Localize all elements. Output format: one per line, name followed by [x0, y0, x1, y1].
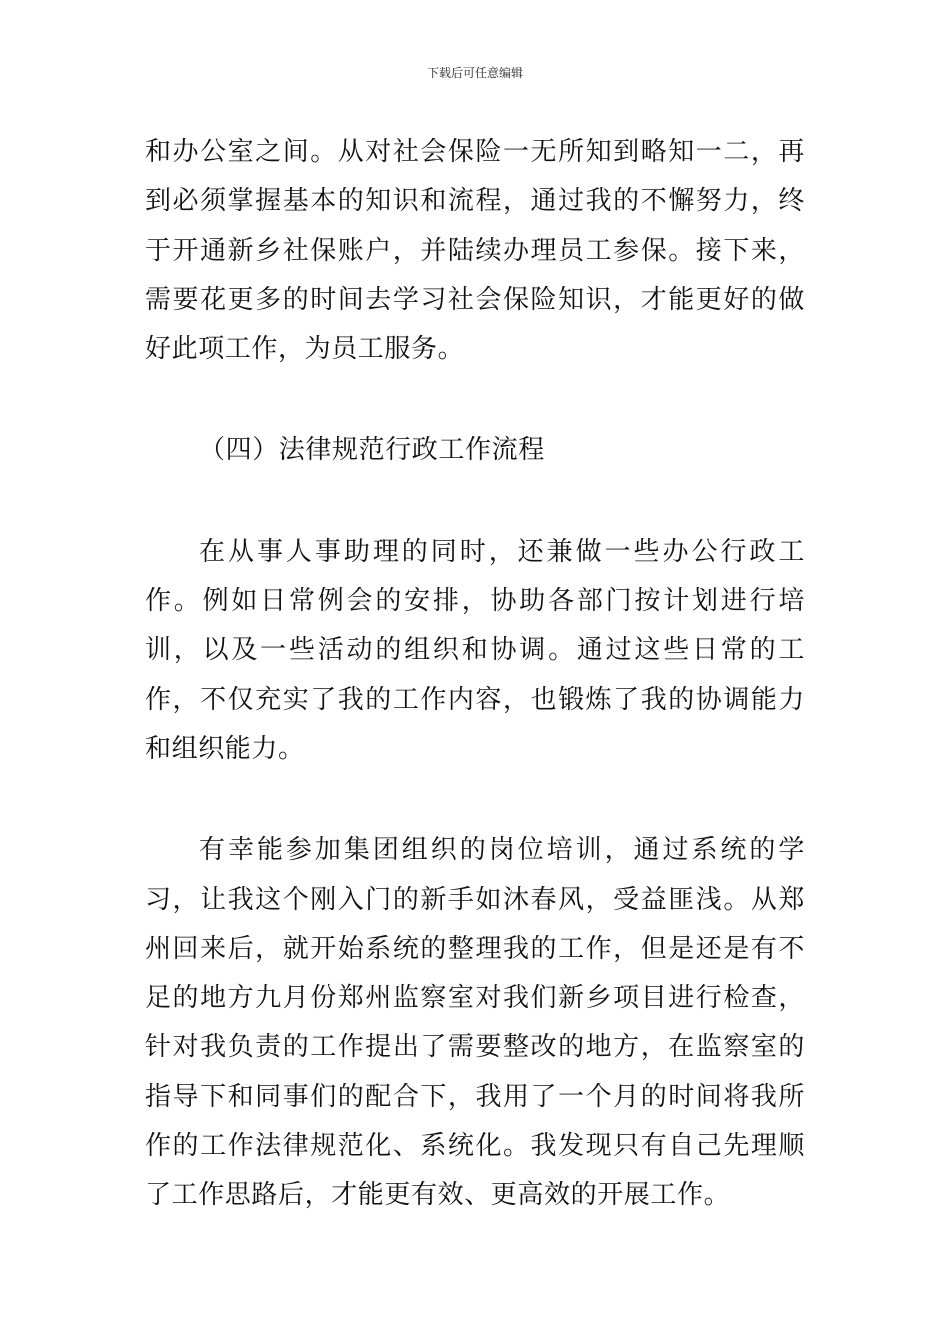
- paragraph-social-insurance: 和办公室之间。从对社会保险一无所知到略知一二，再到必须掌握基本的知识和流程，通过我的不懈努力，终于开通新乡社保账户，并陆续办理员工参保。接下来，需要花更多的时间去学习社会保险知识，才能更好的做好此项工作，为员工服务。: [145, 137, 805, 365]
- paragraph-training: 有幸能参加集团组织的岗位培训，通过系统的学习，让我这个刚入门的新手如沐春风，受益匪浅。从郑州回来后，就开始系统的整理我的工作，但是还是有不足的地方九月份郑州监察室对我们新乡项目进行检查，针对我负责的工作提出了需要整改的地方，在监察室的指导下和同事们的配合下，我用了一个月的时间将我所作的工作法律规范化、系统化。我发现只有自己先理顺了工作思路后，才能更有效、更高效的开展工作。: [145, 835, 805, 1211]
- page-header: 下载后可任意编辑: [426, 66, 523, 80]
- document-body: [145, 128, 805, 1221]
- section-heading-legal-process: （四）法律规范行政工作流程: [199, 435, 545, 466]
- paragraph-admin-work: 在从事人事助理的同时，还兼做一些办公行政工作。例如日常例会的安排，协助各部门按计划进行培训，以及一些活动的组织和协调。通过这些日常的工作，不仅充实了我的工作内容，也锻炼了我的协调能力和组织能力。: [145, 536, 805, 764]
